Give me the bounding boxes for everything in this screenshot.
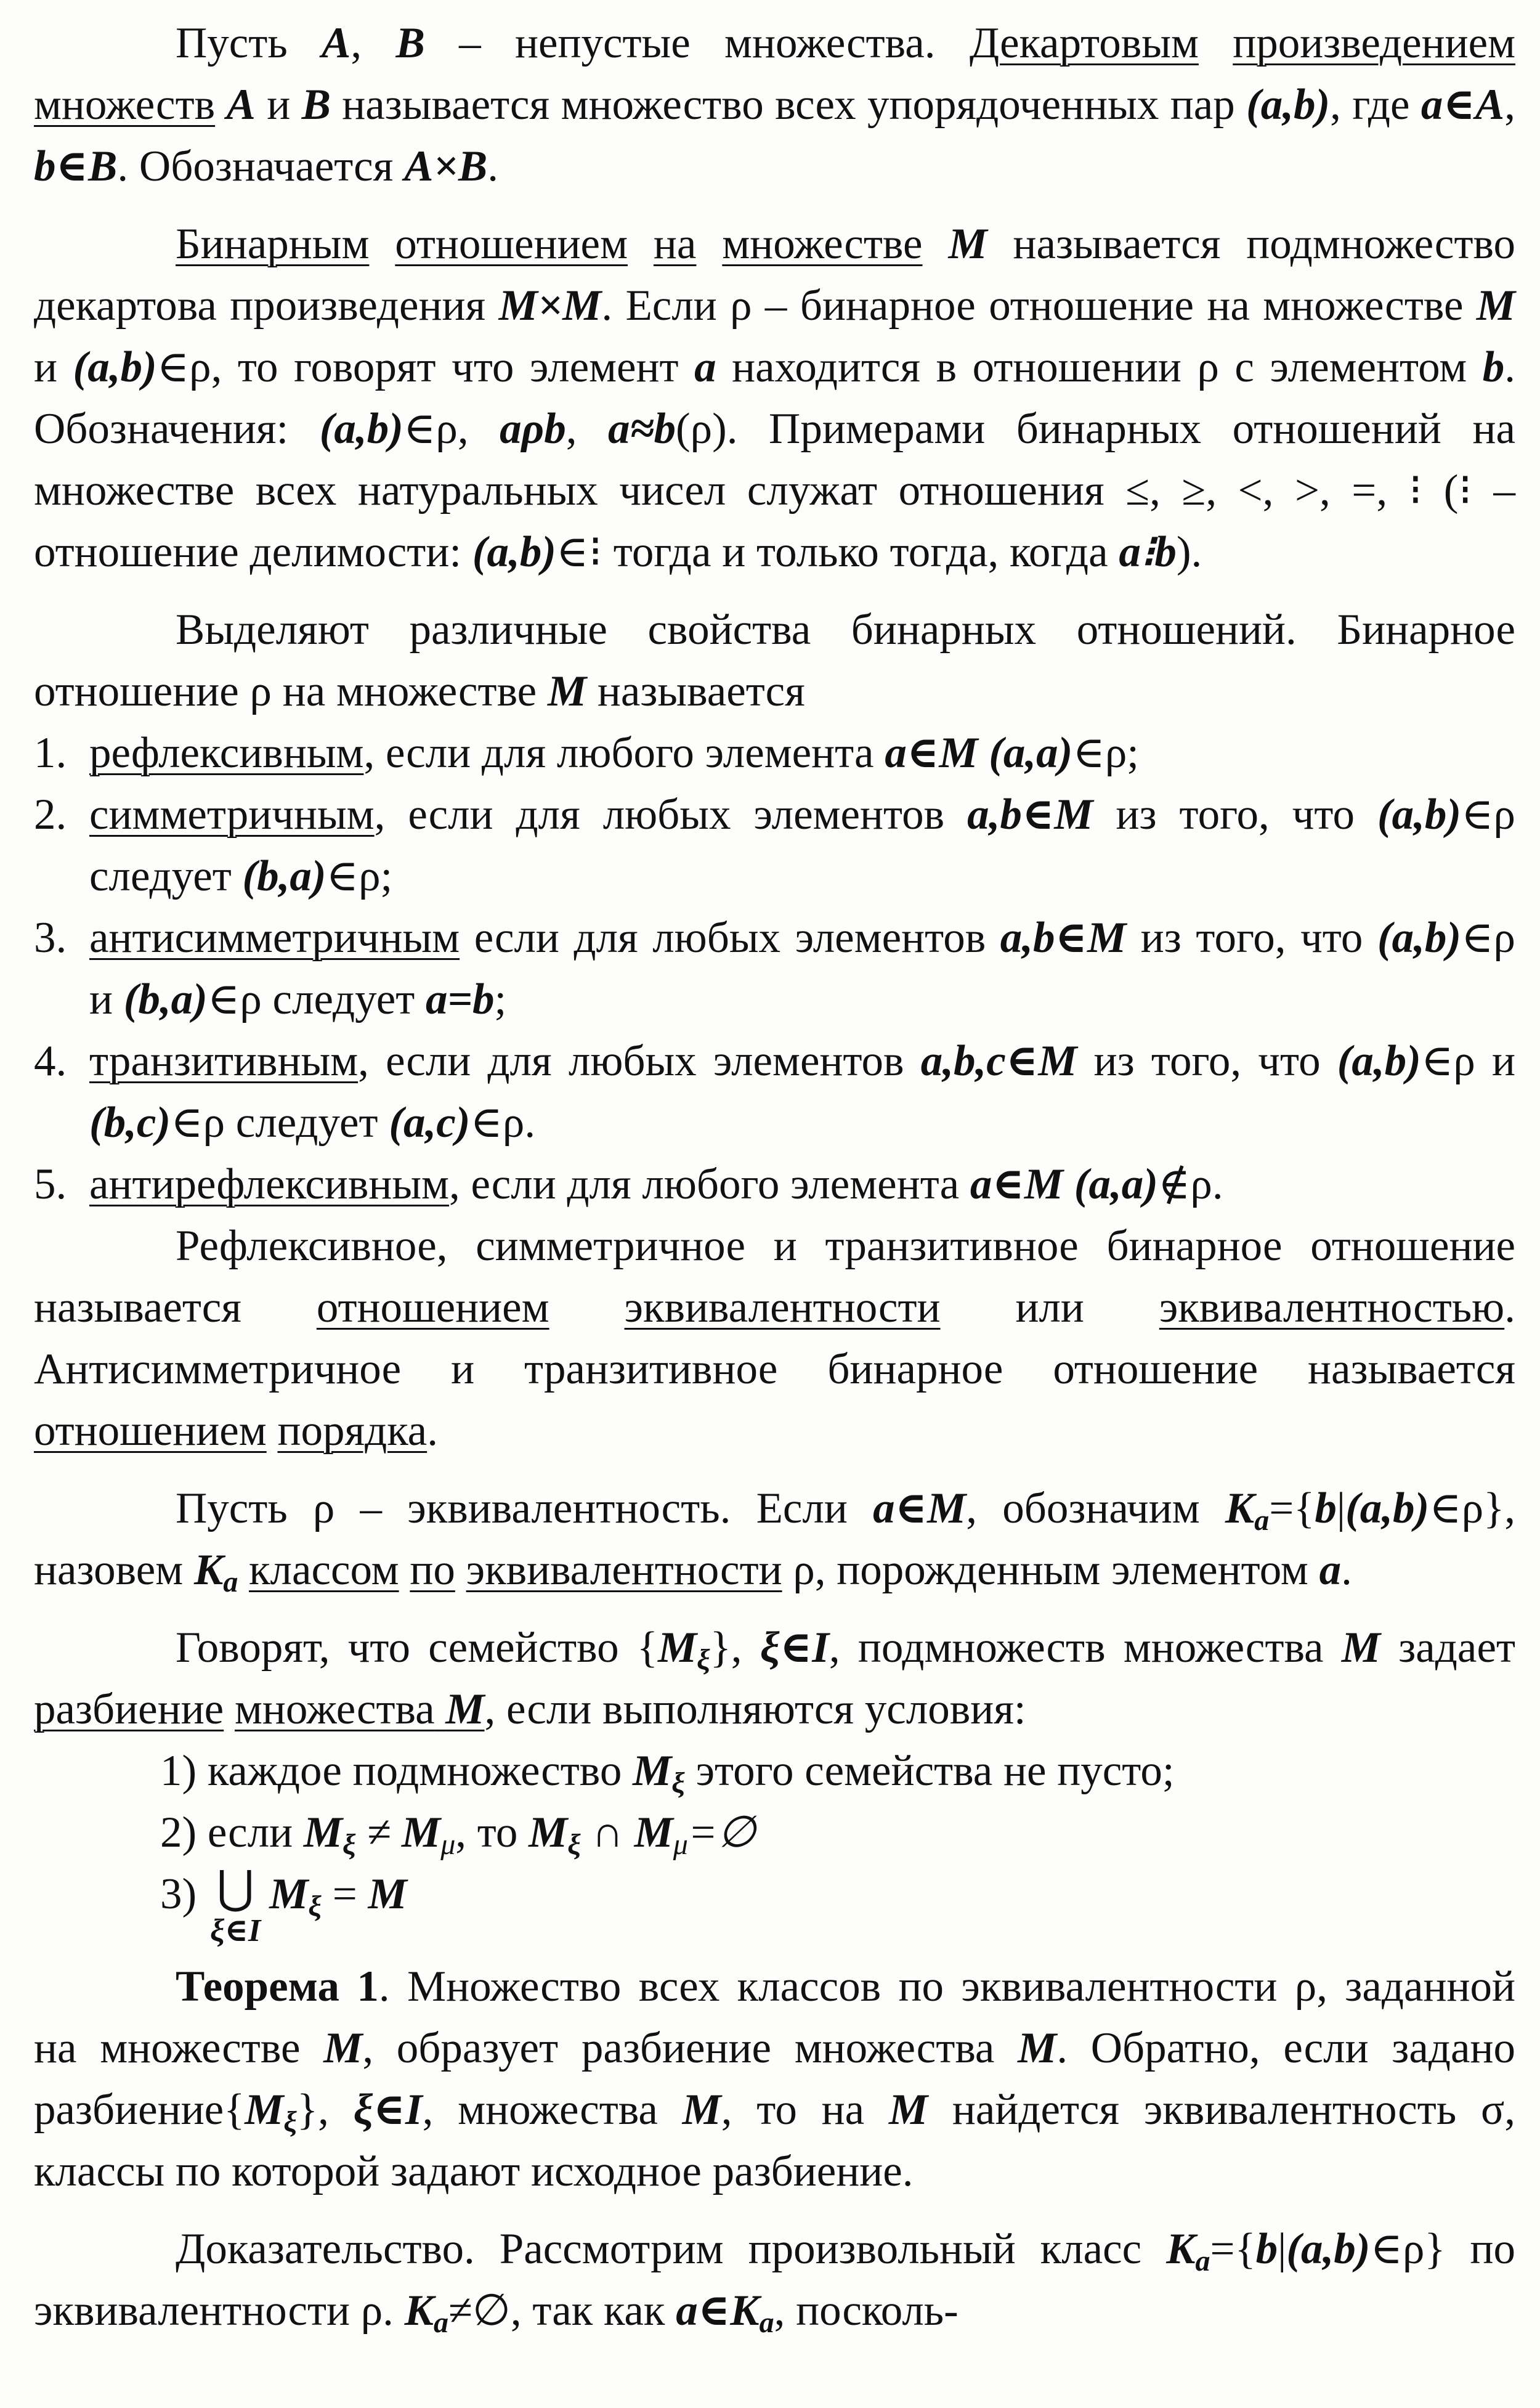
math-expr: a∈M [970,1160,1064,1208]
text: , если выполняются условия: [484,1685,1026,1733]
math-a-div-b: a⁝b [1119,528,1177,576]
text: ∈ρ, то говорят что элемент [156,343,695,391]
math-not-equal: ≠ [355,1808,402,1857]
text: ∈ρ и [1420,1037,1516,1085]
text: ∈ρ следует [89,791,1515,900]
math-M: M [445,1685,485,1733]
text: Рефлексивное, симметричное и транзитивное бинарное отношение называется [34,1222,1515,1332]
list-number: 5. [34,1160,67,1208]
theorem-title: Теорема 1 [176,1963,379,2011]
text: . [487,142,499,190]
math-AxB: A×B [404,142,488,190]
math-expr: a∈M [885,729,978,777]
list-item-reflexive [34,722,1515,784]
math-expr: a,b∈M [967,791,1093,839]
math-expr: a,b∈M [1000,914,1127,962]
text: , то [455,1808,529,1857]
math-b-in-B: b∈B [34,142,118,190]
math-M: M [634,1808,673,1857]
math-subscript: a [1195,2245,1210,2277]
math-M: M [1018,2024,1057,2072]
text: находится в отношении ρ с элементом [716,343,1483,391]
text: ∈ρ; [326,852,393,900]
paragraph-properties-intro [34,599,1515,722]
union-operator [210,1863,261,1950]
math-expr: a∈M [873,1484,967,1532]
math-M: M [682,2086,721,2134]
condition-1 [34,1740,1515,1802]
math-a: a [694,343,716,391]
text: множества [234,1685,435,1733]
math-subscript: ξ [342,1828,356,1861]
text: ∈ρ и [89,914,1515,1023]
math-expr: (b,a) [123,975,208,1023]
term-antisymmetric: антисимметричным [89,914,460,962]
text: ∈ρ; [1072,729,1140,777]
math-subscript: ξ [283,2105,297,2138]
math-equals: = [321,1870,368,1918]
term-by: по [410,1546,455,1594]
math-subscript: a [759,2306,774,2339]
term-binary: Бинарным [176,220,370,268]
text: ∈ρ следует [171,1099,389,1147]
text: }, [710,1624,760,1672]
theorem-1 [34,1956,1515,2202]
text: , образует разбиение множества [362,2024,1018,2072]
math-a-in-A: a∈A [1420,81,1505,129]
text: ∈ρ, [403,405,500,453]
union-expression [269,1863,407,1925]
text: ∈ρ. [470,1099,536,1147]
text: найдется эквивалентность σ, классы по которой задают исходное разбиение. [34,2086,1515,2195]
text: 3) [160,1870,197,1918]
math-subscript: ξ [671,1767,685,1799]
text: называется подмножество декартова произведения [34,220,1516,330]
text: | [1278,2225,1287,2273]
term-order: порядка [277,1407,428,1455]
text: если для любых элементов [460,914,1000,962]
text [978,729,989,777]
term-of-set [235,1685,485,1733]
term-partition: разбиение [34,1685,224,1733]
math-pair: (a,b) [1286,2225,1371,2273]
text: . Если ρ – бинарное отношение на множестве [601,282,1477,330]
list-number: 3. [34,914,67,962]
text: ∉ρ. [1157,1160,1223,1208]
math-subscript: ξ [308,1890,322,1922]
math-M: M [1476,282,1515,330]
text: и [255,81,302,129]
text: Пусть [176,19,322,67]
text: ). [1176,528,1202,576]
text: , если для любых элементов [374,791,968,839]
text: ∈⁝ тогда и только тогда, когда [556,528,1119,576]
text: , обозначим [966,1484,1225,1532]
math-M: M [323,2024,363,2072]
math-B: B [301,81,331,129]
text: , где [1330,81,1421,129]
term-transitive: транзитивным [89,1037,359,1085]
math-M: M [948,220,987,268]
math-pair: (a,b) [1246,81,1331,129]
term-sets: множеств [34,81,216,129]
paragraph-partition [34,1617,1515,1740]
text: Пусть ρ – эквивалентность. Если [176,1484,873,1532]
math-expr: (a,a) [1074,1160,1158,1208]
list-item-antisymmetric [34,907,1515,1030]
math-pair: (a,b) [73,343,157,391]
text: . Обозначается [117,142,405,190]
math-intersection: ∩ [580,1808,634,1857]
text: . [1341,1546,1352,1594]
text: ≠∅, так как [448,2287,676,2335]
union-index: ξ∈I [210,1913,261,1948]
list-number: 4. [34,1037,67,1085]
text: , [1504,81,1515,129]
math-a-rho-b: aρb [500,405,566,453]
text: . Обозначения: [34,343,1516,453]
math-expr: (a,b) [1337,1037,1421,1085]
math-B: B [395,19,425,67]
text: называется [586,667,805,715]
term-product: произведением [1233,19,1516,67]
math-a-approx-b: a≈b [608,405,676,453]
text: ; [494,975,507,1023]
list-item-text [89,784,1515,907]
math-b: b [1315,1484,1337,1532]
text: , если для любых элементов [358,1037,921,1085]
text: из того, что [1077,1037,1337,1085]
text: . Антисимметричное и транзитивное бинарное отношение называется [34,1283,1515,1393]
text: из того, что [1093,791,1377,839]
math-K: K [404,2287,434,2335]
term-antireflexive: антирефлексивным [89,1160,449,1208]
text: . Множество всех классов по эквивалентности ρ, заданной на множестве [34,1963,1515,2072]
math-expr: (b,c) [89,1099,171,1147]
text [1063,1160,1074,1208]
text [215,81,226,129]
term-reflexive: рефлексивным [89,729,364,777]
text: 1) каждое подмножество [160,1747,633,1795]
math-expr: a,b,c∈M [920,1037,1077,1085]
term-cartesian: Декартовым [969,19,1199,67]
math-M: M [658,1624,697,1672]
text: ∈ρ следует [207,975,426,1023]
text: . Обратно, если задано разбиение{ [34,2024,1515,2134]
term-equivalence: эквивалентности [624,1283,941,1332]
math-K: K [193,1546,224,1594]
term-relation: отношением [316,1283,549,1332]
term-symmetric: симметричным [89,791,375,839]
list-item-text [89,907,1515,1030]
term-on: на [653,220,697,268]
math-empty-set: =∅ [687,1808,756,1857]
math-K: K [1225,1484,1255,1532]
math-expr: (a,b) [1377,791,1461,839]
math-M: M [1341,1624,1380,1672]
text: }, [296,2086,354,2134]
list-item-text [89,1030,1515,1153]
text: , если для любого элемента [363,729,885,777]
math-expr: a∈K [676,2287,760,2335]
math-A: A [322,19,351,67]
text: называется множество всех упорядоченных пар [330,81,1247,129]
math-expr: (a,b) [1377,914,1461,962]
math-M: M [888,2086,928,2134]
text [1199,19,1233,67]
text [238,1546,249,1594]
math-expr: ξ∈I [760,1624,829,1672]
text: ∈ρ} по эквивалентности ρ. [34,2225,1515,2335]
math-subscript: a [434,2306,449,2339]
math-expr: ξ∈I [353,2086,423,2134]
math-expr: (a,c) [389,1099,471,1147]
text: , посколь- [774,2287,958,2335]
math-pair: (a,b) [1345,1484,1430,1532]
text: 2) если [160,1808,304,1857]
math-M: M [269,1870,309,1918]
union-symbol: ⋃ [216,1863,254,1913]
text: ∈ρ}, назовем [34,1484,1515,1594]
math-expr: (a,a) [989,729,1073,777]
term-equivalence-noun: эквивалентностью [1159,1283,1505,1332]
list-number: 1. [34,729,67,777]
term-relation: отношением [395,220,628,268]
term-relation: отношением [34,1407,267,1455]
text: , подмножеств множества [829,1624,1342,1672]
math-subscript: ξ [697,1643,710,1676]
math-expr: (b,a) [242,852,326,900]
math-subscript: μ [440,1828,456,1861]
text: ={ [1210,2225,1256,2273]
text: , если для любого элемента [448,1160,970,1208]
term-equivalence: эквивалентности [466,1546,782,1594]
text: этого семейства не пусто; [684,1747,1175,1795]
math-b: b [1482,343,1505,391]
math-pair: (a,b) [319,405,403,453]
text: Выделяют различные свойства бинарных отношений. Бинарное отношение ρ на множестве [34,606,1515,715]
math-M: M [303,1808,343,1857]
text: Доказательство. Рассмотрим произвольный класс [176,2225,1167,2273]
text: , множества [422,2086,683,2134]
text: . [427,1407,438,1455]
math-A: A [226,81,256,129]
text: , [565,405,609,453]
math-M: M [529,1808,568,1857]
math-subscript: a [1254,1504,1270,1537]
math-M: M [368,1870,407,1918]
list-item-symmetric [34,784,1515,907]
condition-3 [34,1863,1515,1956]
term-set: множестве [722,220,923,268]
list-item-transitive [34,1030,1515,1153]
text: | [1336,1484,1346,1532]
list-item-text [89,722,1515,784]
paragraph-equivalence-class [34,1478,1515,1601]
math-M: M [245,2086,284,2134]
text: ρ, порожденным элементом [782,1546,1319,1594]
math-K: K [1166,2225,1196,2273]
text: – непустые множества. [424,19,970,67]
paragraph-equivalence-order [34,1215,1515,1462]
math-pair: (a,b) [472,528,556,576]
proof [34,2218,1515,2341]
term-class: классом [249,1546,399,1594]
paragraph-binary-relation [34,213,1515,583]
list-item-antireflexive [34,1153,1515,1215]
text: или [940,1283,1159,1332]
text: (ρ). Примерами бинарных отношений на множестве всех натуральных чисел служат отношения ≤, ≥, <, >, =, ⁝ (⁝ – отношение делимости: [34,405,1516,576]
text: задает [1380,1624,1515,1672]
text: из того, что [1126,914,1377,962]
paragraph-cartesian-product [34,12,1515,197]
math-subscript: ξ [567,1828,581,1861]
math-M: M [402,1808,441,1857]
math-a: a [1319,1546,1342,1594]
math-expr: a=b [426,975,495,1023]
text: , то на [721,2086,889,2134]
text: и [34,343,73,391]
math-subscript: μ [673,1828,688,1861]
list-number: 2. [34,791,67,839]
condition-2 [34,1802,1515,1863]
math-MxM: M×M [498,282,602,330]
text: ={ [1269,1484,1315,1532]
text: , [351,19,396,67]
math-M: M [633,1747,672,1795]
text: Говорят, что семейство { [176,1624,659,1672]
math-M: M [547,667,587,715]
math-subscript: a [223,1566,238,1598]
list-item-text [89,1153,1515,1215]
math-b: b [1255,2225,1278,2273]
